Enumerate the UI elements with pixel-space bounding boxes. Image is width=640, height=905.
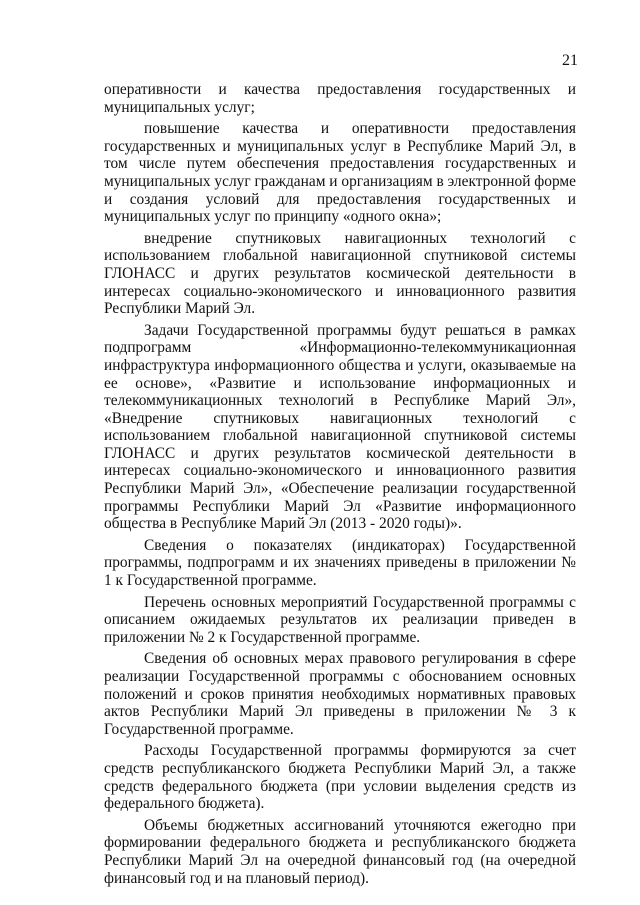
paragraph: Расходы Государственной программы формируются за счет средств республиканского бюджета Республики Марий Эл, а также средств федерального бюджета (при условии выделения средств из федерального бюджета). — [104, 742, 576, 813]
paragraph: Объемы бюджетных ассигнований уточняются ежегодно при формировании федерального бюджета и республиканского бюджета Республики Марий Эл на очередной финансовый год (на очередной финансовый год и на плановый период). — [104, 816, 576, 887]
paragraph: Сведения о показателях (индикаторах) Государственной программы, подпрограмм и их значениях приведены в приложении № 1 к Государственной программе. — [104, 536, 576, 590]
page-number: 21 — [562, 52, 578, 69]
paragraph: Перечень основных мероприятий Государственной программы с описанием ожидаемых результатов их реализации приведен в приложении № 2 к Государственной программе. — [104, 593, 576, 646]
paragraph: Задачи Государственной программы будут решаться в рамках подпрограмм «Информационно-телекоммуникационная инфраструктура информационного общества и услуги, оказываемые на ее основе», «Развитие и использование информационных и телекоммуникационных технологий в Республике Марий Эл», «Внедрение спутниковых навигационных технологий с использованием глобальной навигационной спутниковой системы ГЛОНАСС и других результатов космической деятельности в интересах социально-экономического и инновационного развития Республики Марий Эл», «Обеспечение реализации государственной программы Республики Марий Эл «Развитие информационного общества в Республике Марий Эл (2013 - 2020 годы)». — [104, 321, 576, 533]
paragraph: повышение качества и оперативности предоставления государственных и муниципальных услуг в Республике Марий Эл, в том числе путем обеспечения предоставления государственных и муниципальных услуг гражданам и организациям в электронной форме и создания условий для предоставления государственных и муниципальных услуг по принципу «одного окна»; — [104, 120, 576, 226]
paragraph-continuation: оперативности и качества предоставления государственных и муниципальных услуг; — [104, 81, 576, 116]
paragraph: внедрение спутниковых навигационных технологий с использованием глобальной навигационной спутниковой системы ГЛОНАСС и других результатов космической деятельности в интересах социально-экономического и инновационного развития Республики Марий Эл. — [104, 229, 576, 318]
paragraph: Сведения об основных мерах правового регулирования в сфере реализации Государственной программы с обоснованием основных положений и сроков принятия необходимых нормативных правовых актов Республики Марий Эл приведены в приложении № 3 к Государственной программе. — [104, 650, 576, 738]
document-body — [104, 81, 576, 891]
